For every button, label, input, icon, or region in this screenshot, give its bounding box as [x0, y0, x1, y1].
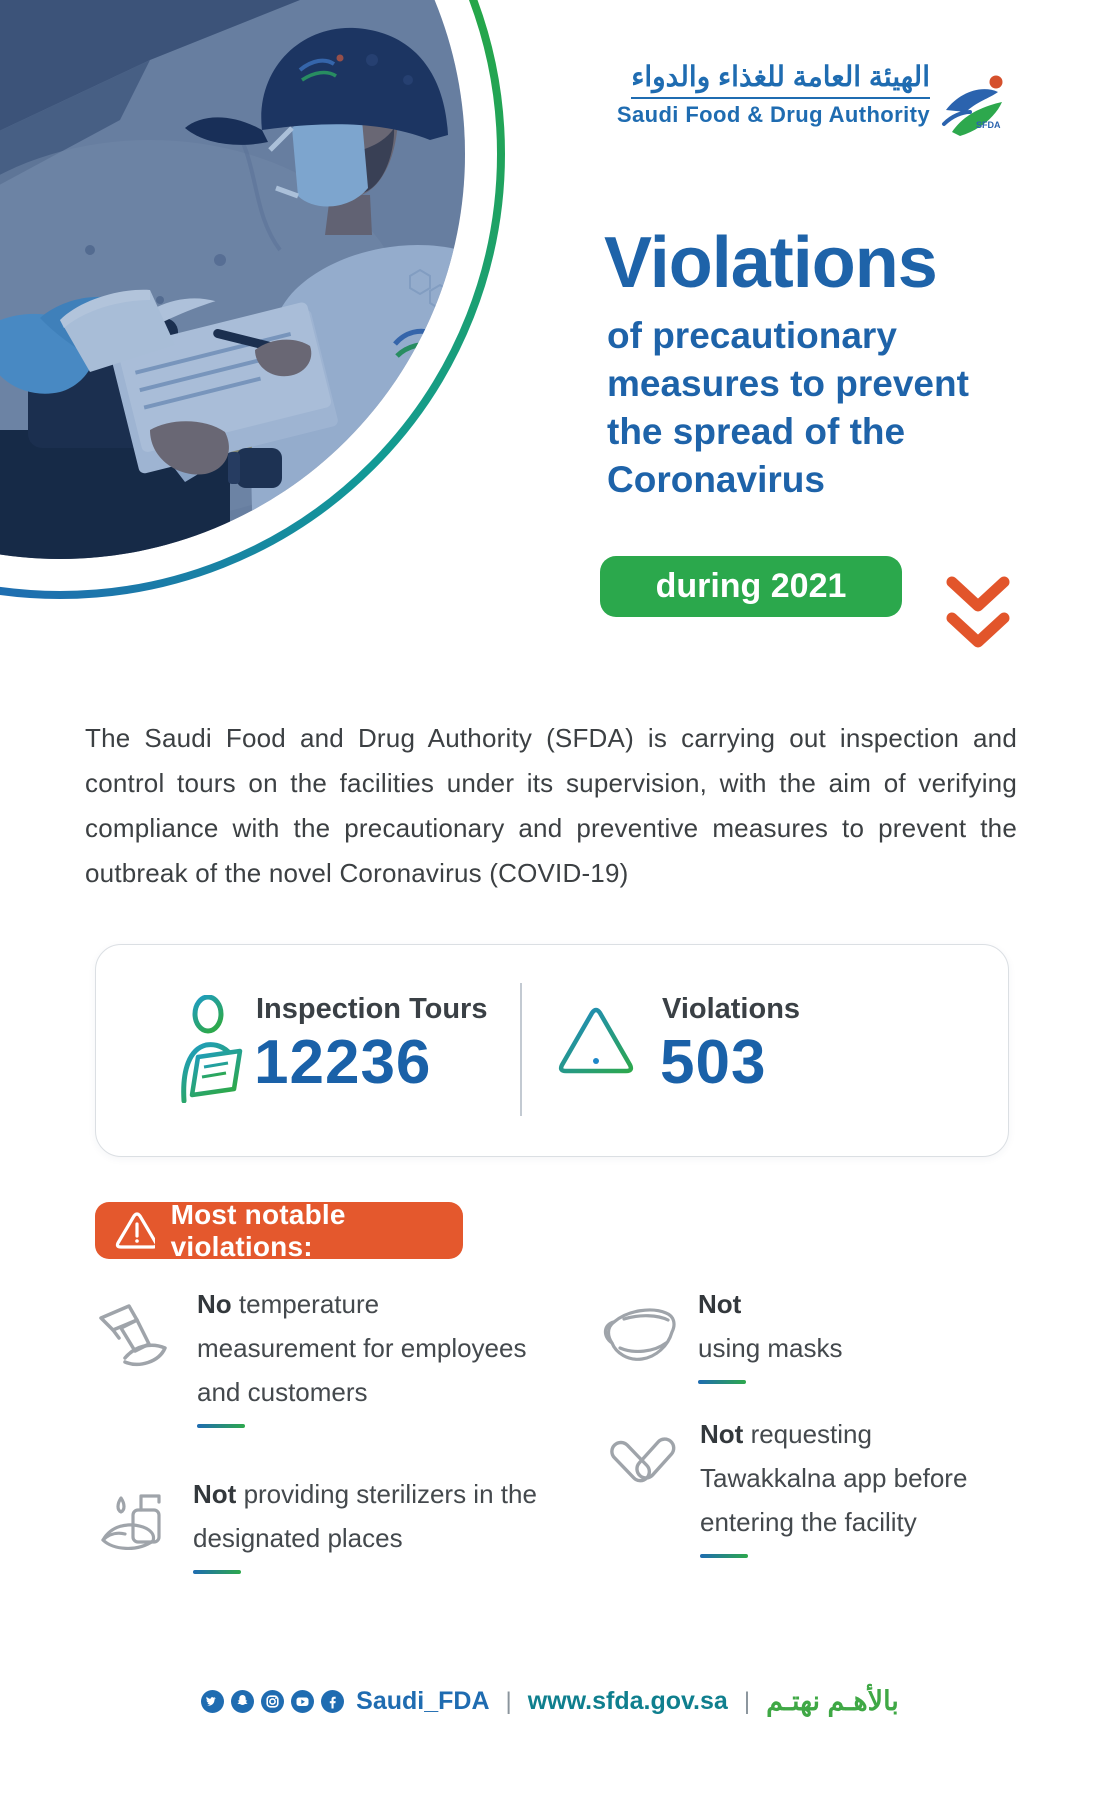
- stat-value: 12236: [254, 1028, 432, 1097]
- violation-rest: providing sterilizers in the designated places: [193, 1479, 537, 1553]
- violation-text: [700, 1412, 1000, 1558]
- thermometer-gun-icon: [95, 1298, 175, 1374]
- violation-text: [698, 1282, 958, 1384]
- footer-separator: |: [505, 1687, 512, 1715]
- double-chevron-down-icon: [942, 574, 1014, 650]
- face-mask-icon: [598, 1302, 680, 1368]
- stat-label: Inspection Tours: [256, 993, 488, 1025]
- violation-item: [606, 1412, 1000, 1558]
- snapchat-icon[interactable]: [231, 1690, 254, 1713]
- period-badge: during 2021: [600, 556, 902, 617]
- website-link[interactable]: www.sfda.gov.sa: [527, 1687, 728, 1715]
- warning-triangle-icon: [115, 1211, 155, 1251]
- violation-bold: Not: [700, 1419, 744, 1449]
- violations-heading: Most notable violations:: [170, 1198, 346, 1262]
- instagram-icon[interactable]: [261, 1690, 284, 1713]
- footer: [0, 1686, 1100, 1717]
- subtitle-line: the spread of the: [607, 411, 906, 452]
- tawakkalna-icon: [606, 1430, 680, 1494]
- violation-rest: using masks: [698, 1333, 843, 1363]
- violations-heading-badge: [95, 1198, 463, 1262]
- sfda-figure-icon: [936, 68, 1012, 144]
- page-subtitle: [607, 312, 969, 504]
- violation-item: [95, 1282, 537, 1428]
- subtitle-line: Coronavirus: [607, 459, 825, 500]
- violation-bold: Not: [193, 1479, 237, 1509]
- youtube-icon[interactable]: [291, 1690, 314, 1713]
- sanitizer-hand-icon: [95, 1484, 173, 1560]
- facebook-icon[interactable]: [321, 1690, 344, 1713]
- footer-separator: |: [743, 1687, 751, 1715]
- logo-english-text: Saudi Food & Drug Authority: [616, 102, 930, 127]
- arabic-slogan: بالأهـم نهتـم: [766, 1686, 899, 1716]
- social-icons: [201, 1690, 344, 1713]
- underline-accent: [698, 1380, 746, 1384]
- twitter-icon[interactable]: [201, 1690, 224, 1713]
- underline-accent: [193, 1570, 241, 1574]
- violation-item: [95, 1472, 585, 1574]
- page-title: Violations: [604, 223, 937, 303]
- stat-value: 503: [660, 1028, 767, 1097]
- subtitle-line: of precautionary: [607, 315, 897, 356]
- violation-rest: requesting Tawakkalna app before entering the facility: [700, 1419, 968, 1537]
- violation-item: [598, 1282, 958, 1384]
- violation-bold: Not: [698, 1289, 742, 1319]
- stat-label: Violations: [662, 993, 801, 1025]
- divider: [520, 983, 522, 1116]
- violation-bold: No: [197, 1289, 232, 1319]
- underline-accent: [197, 1424, 245, 1428]
- intro-paragraph: The Saudi Food and Drug Authority (SFDA) is carrying out inspection and control tours on the facilities under its supervision, with the aim of verifying compliance with the precautionary and preventive measures to prevent the outbreak of the novel Coronavirus (COVID-19): [85, 723, 1017, 888]
- social-handle[interactable]: Saudi_FDA: [356, 1687, 490, 1715]
- logo-arabic-text: الهيئة العامة للغذاء والدواء: [631, 60, 930, 99]
- subtitle-line: measures to prevent: [607, 363, 969, 404]
- warning-triangle-icon: [558, 1005, 636, 1079]
- violation-rest: temperature measurement for employees and customers: [197, 1289, 527, 1407]
- logo-mark-text: SFDA: [976, 120, 1001, 130]
- underline-accent: [700, 1554, 748, 1558]
- violation-text: [193, 1472, 585, 1574]
- violation-text: [197, 1282, 537, 1428]
- stats-card: [95, 944, 1009, 1157]
- inspector-clipboard-icon: [178, 995, 244, 1103]
